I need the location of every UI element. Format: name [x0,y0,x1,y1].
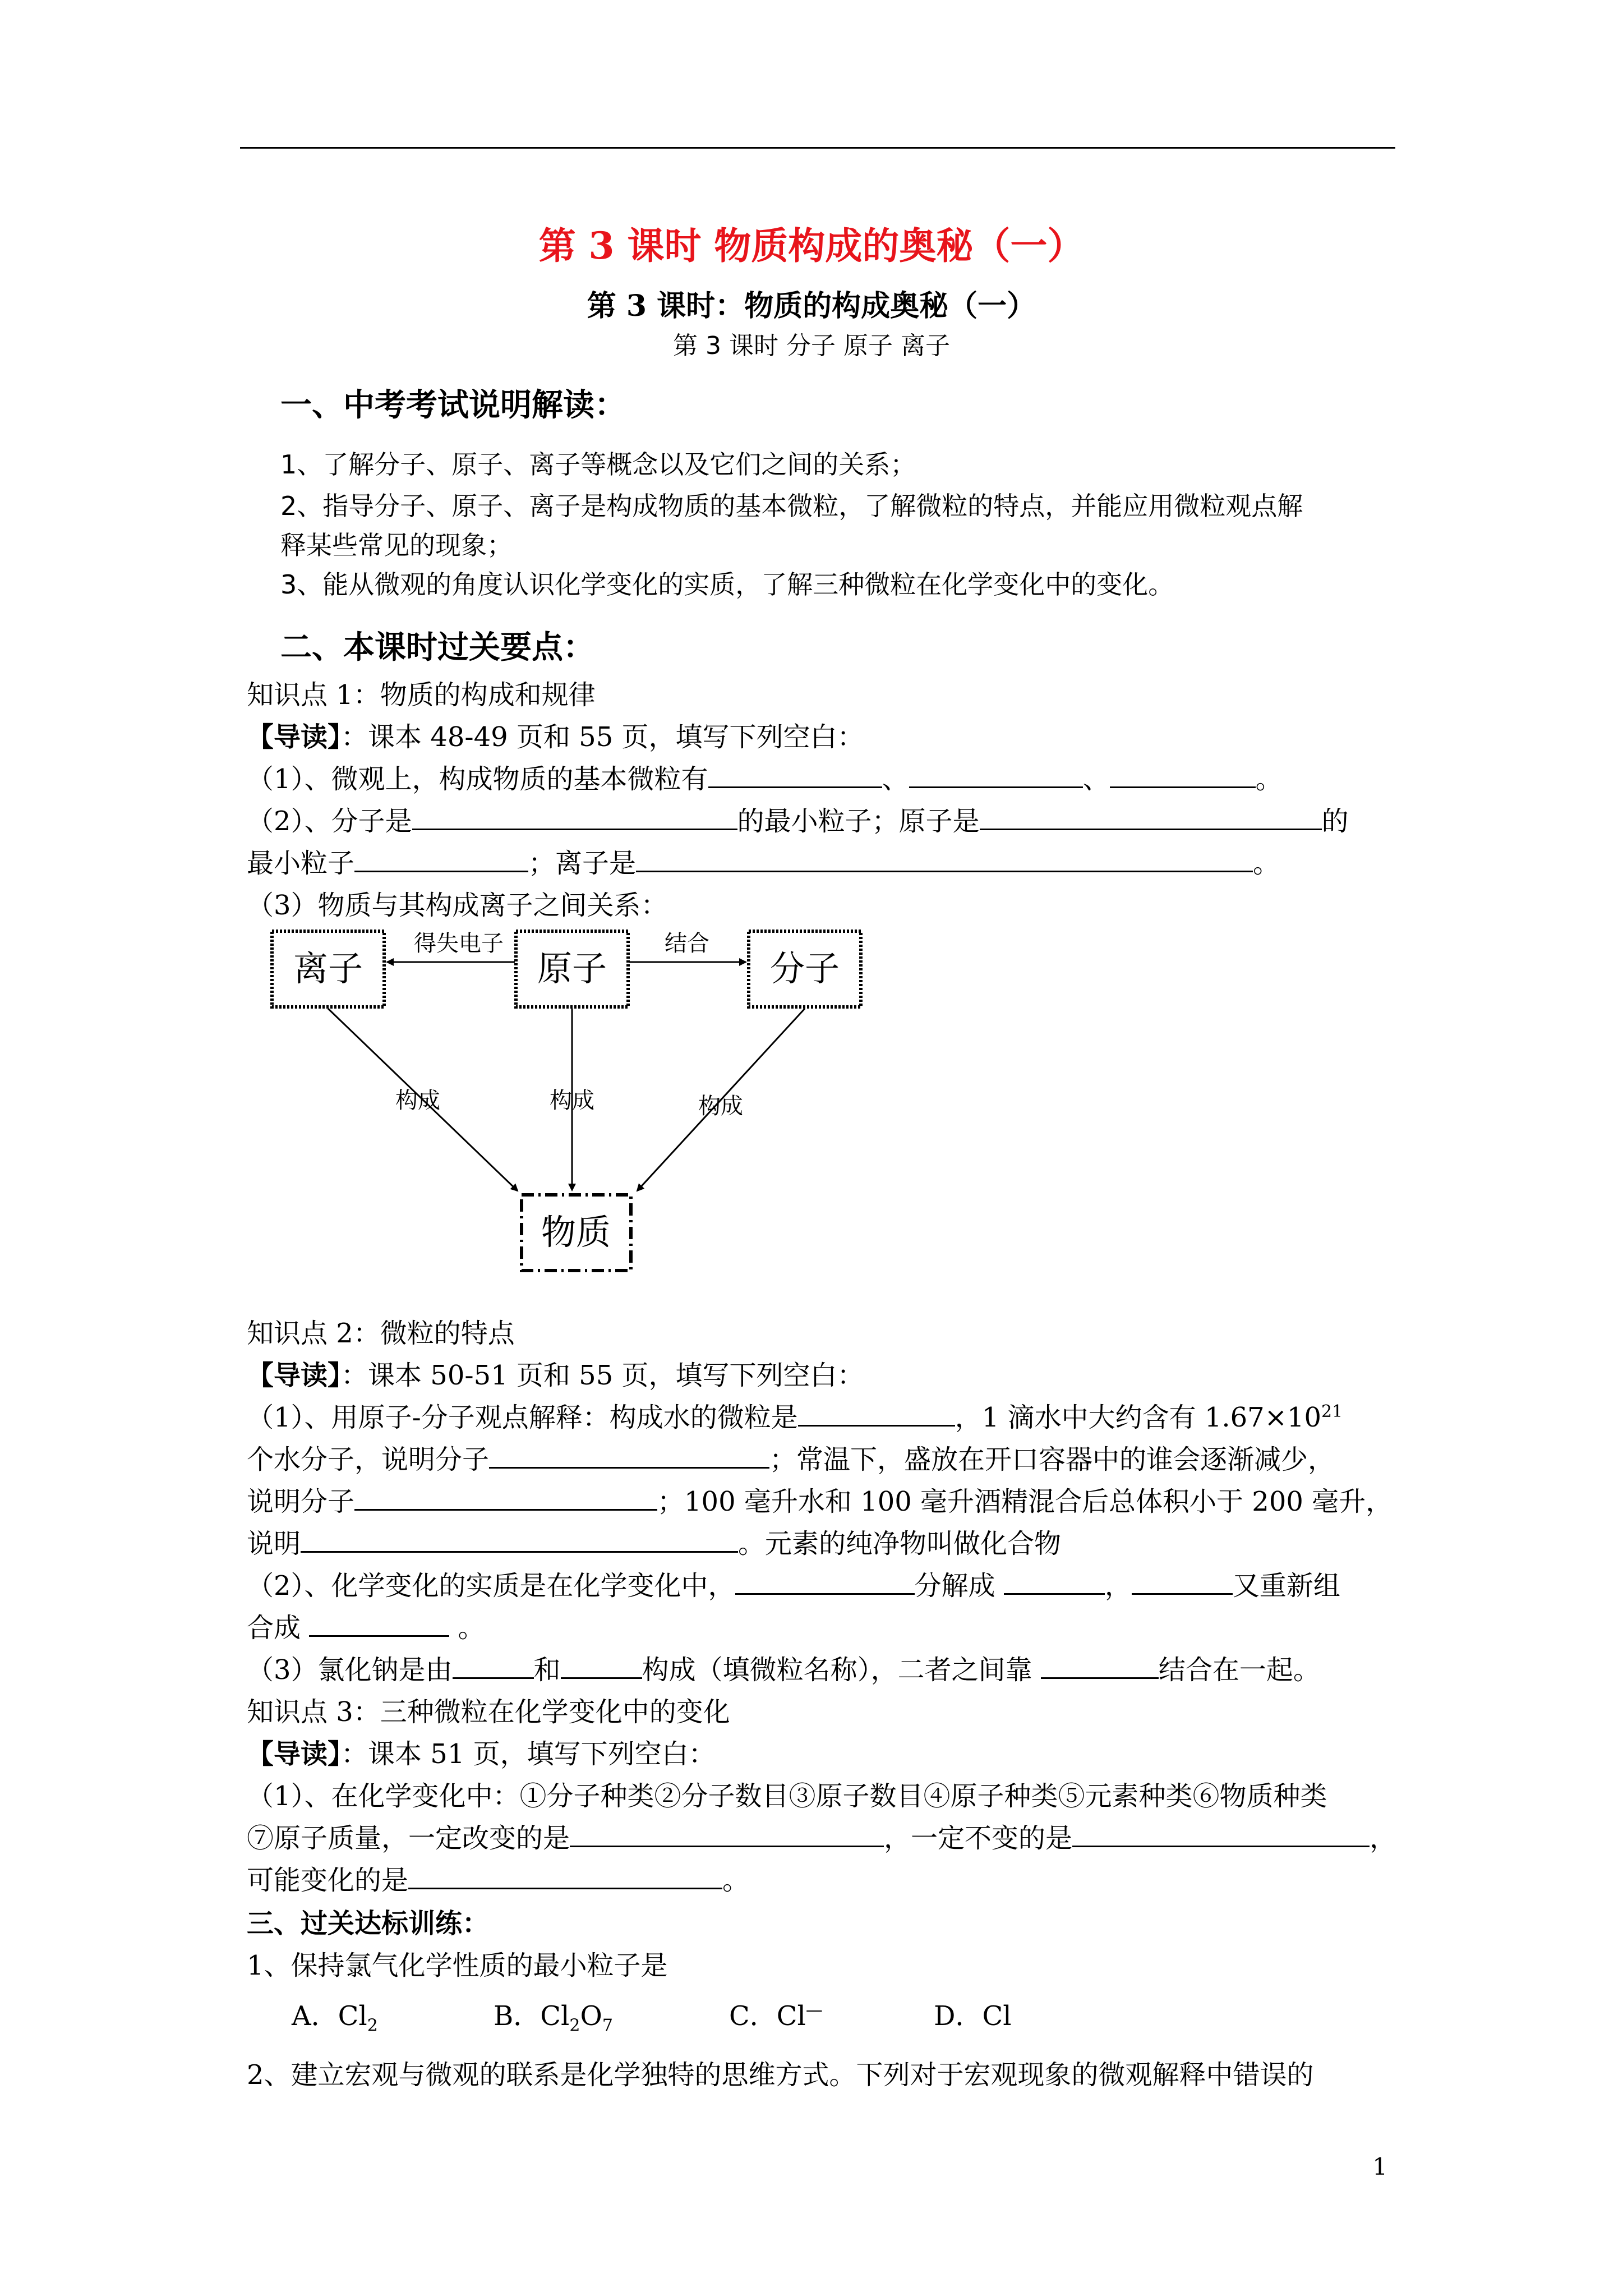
answer-blank[interactable] [798,1402,955,1427]
question-text: 分解成 [914,1570,995,1602]
question-text: ，一定不变的是 [884,1823,1073,1854]
guide-label: 【导读】 [247,721,342,753]
question-text: 最小粒子 [247,848,355,879]
answer-blank[interactable] [636,848,1253,872]
question-text: ；常温下，盛放在开口容器中的谁会逐渐减少， [769,1444,1335,1475]
question-text: 构成（填微粒名称），二者之间靠 [642,1654,1032,1686]
section1-item: 2、指导分子、原子、离子是构成物质的基本微粒，了解微粒的特点，并能应用微粒观点解 [280,491,1303,521]
question-text: 的 [1321,806,1349,837]
question-text: 说明分子 [247,1486,355,1517]
combine-label: 结合 [665,931,709,956]
compose-label: 构成 [698,1093,743,1119]
section1-item: 释某些常见的现象； [280,530,513,560]
question-text: ，1 滴水中大约含有 1.67×10 [955,1402,1321,1433]
option-d[interactable] [934,1994,1012,2033]
question-text: 合成 [247,1612,301,1644]
answer-blank[interactable] [1004,1571,1105,1595]
matter-box [522,1195,631,1271]
kp2-line1 [247,1396,1343,1434]
option-b[interactable]: B．$Cl_2O_7$ [494,2000,613,2036]
section1-heading: 一、中考考试说明解读： [280,387,626,424]
kp3-title: 知识点 3：三种微粒在化学变化中的变化 [247,1696,730,1728]
molecule-label: 分子 [769,948,840,989]
kp2-guide [247,1354,864,1392]
kp1-q2 [247,799,1349,838]
kp3-guide [247,1732,716,1771]
kp1-q3: （3）物质与其构成离子之间关系： [247,890,668,921]
question-text: （2）、分子是 [247,806,412,837]
kp1-q2-cont: 最小粒子 ；离子是 。 [247,848,1280,879]
answer-blank[interactable] [909,764,1083,788]
question-text: ；离子是 [528,848,637,879]
answer-blank[interactable] [408,1865,722,1889]
question-text: 的最小粒子；原子是 [737,806,980,837]
option-c[interactable]: C．Cl— [729,2000,823,2032]
question-text: 。元素的纯净物叫做化合物 [738,1528,1062,1559]
answer-blank[interactable] [1072,1823,1370,1847]
header-rule [240,147,1395,149]
question-text: 和 [533,1654,561,1686]
guide-label: 【导读】 [247,1360,342,1391]
document-subtitle: 第 3 课时：物质的构成奥秘（一） [587,289,1036,323]
answer-blank[interactable] [309,1613,449,1637]
matter-label: 物质 [541,1212,611,1253]
question-text: 个水分子，说明分子 [247,1444,490,1475]
kp2-line3 [247,1480,1393,1519]
option-text: C．Cl [729,2000,806,2032]
option-text: A．Cl [292,2000,367,2032]
atom-label: 原子 [537,948,607,989]
ion-box [272,931,384,1007]
answer-blank[interactable] [1132,1571,1233,1595]
question-text: ；100 毫升水和 100 毫升酒精混合后总体积小于 200 毫升， [657,1486,1393,1517]
kp2-line2 [247,1438,1335,1476]
answer-blank[interactable] [1110,764,1256,788]
kp1-title: 知识点 1：物质的构成和规律 [247,679,596,711]
kp3-line1: （1）、在化学变化中：①分子种类②分子数目③原子数目④原子种类⑤元素种类⑥物质种类 [247,1780,1327,1812]
section3-heading: 三、过关达标训练： [247,1908,490,1939]
question-text: （1）、微观上，构成物质的基本微粒有 [247,763,708,795]
kp1-q1: （1）、微观上，构成物质的基本微粒有 、 、 。 [247,763,1283,795]
atom-box [516,931,628,1007]
kp3-line2: ⑦原子质量，一定改变的是 ，一定不变的是 ， [247,1823,1397,1854]
question-text: （3）氯化钠是由 [247,1654,453,1686]
answer-blank[interactable] [735,1571,915,1595]
guide-text: ：课本 51 页，填写下列空白： [341,1738,716,1770]
section2-heading: 二、本课时过关要点： [280,629,594,666]
question-text: 说明 [247,1528,301,1559]
guide-label: 【导读】 [247,1738,342,1770]
question-text: ⑦原子质量，一定改变的是 [247,1823,570,1854]
kp2-title: 知识点 2：微粒的特点 [247,1318,515,1349]
option-text: B．Cl [494,2000,570,2032]
option-text: D．Cl [934,2000,1012,2032]
answer-blank[interactable] [570,1823,884,1847]
answer-blank[interactable] [354,1487,657,1511]
guide-text: ：课本 50-51 页和 55 页，填写下列空白： [341,1360,864,1391]
exponent: 21 [1321,1402,1343,1421]
question-text: 可能变化的是 [247,1865,409,1896]
exercise-q1: 1、保持氯气化学性质的最小粒子是 [247,1950,668,1981]
answer-blank[interactable] [354,848,528,872]
question-text: 又重新组 [1232,1570,1340,1602]
question-text: （1）、用原子-分子观点解释：构成水的微粒是 [247,1402,798,1433]
lesson-topic: 第 3 课时 分子 原子 离子 [673,332,950,360]
exercise-q2: 2、建立宏观与微观的联系是化学独特的思维方式。下列对于宏观现象的微观解释中错误的 [247,2059,1314,2091]
answer-blank[interactable] [489,1444,769,1469]
ion-label: 离子 [293,948,363,989]
compose-label: 构成 [550,1088,594,1114]
answer-blank[interactable] [453,1655,534,1679]
option-a[interactable]: A．$Cl_2$ [292,2000,378,2036]
answer-blank[interactable] [708,764,882,788]
question-text: （2）、化学变化的实质是在化学变化中， [247,1570,735,1602]
section1-item: 1、了解分子、原子、离子等概念以及它们之间的关系； [280,449,916,480]
kp1-guide [247,715,864,754]
answer-blank[interactable] [561,1655,642,1679]
question-text: 结合在一起。 [1158,1654,1320,1686]
answer-blank[interactable] [412,806,737,830]
kp3-line3: 可能变化的是 。 [247,1865,750,1896]
kp2-line4 [247,1522,1061,1561]
answer-blank[interactable] [980,806,1322,830]
section1-item: 3、能从微观的角度认识化学变化的实质，了解三种微粒在化学变化中的变化。 [280,569,1174,600]
answer-blank[interactable] [301,1529,738,1553]
document-title: 第 3 课时 物质构成的奥秘（一） [538,224,1085,268]
gain-lose-label: 得失电子 [414,931,504,956]
guide-text: ：课本 48-49 页和 55 页，填写下列空白： [341,721,864,753]
kp2-line6: 合成 。 [247,1612,485,1644]
particle-relation-diagram [247,920,920,1285]
compose-label: 构成 [395,1088,440,1114]
page-number: 1 [1372,2153,1387,2180]
kp2-line7 [247,1648,1320,1687]
kp2-line5: （2）、化学变化的实质是在化学变化中， 分解成 ， 又重新组 [247,1570,1340,1602]
answer-blank[interactable] [1041,1655,1159,1679]
molecule-box [749,931,861,1007]
